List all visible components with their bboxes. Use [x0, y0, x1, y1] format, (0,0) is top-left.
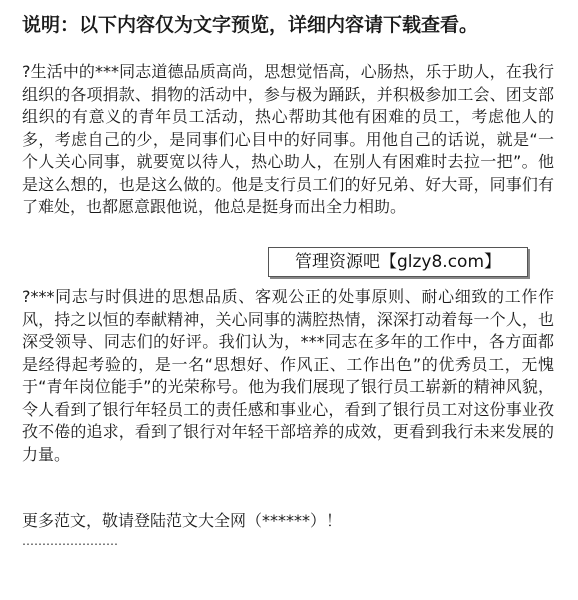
- preview-notice: 说明：以下内容仅为文字预览，详细内容请下载查看。: [22, 14, 479, 36]
- footer-promo: 更多范文，敬请登陆范文大全网（******）！: [22, 511, 343, 530]
- watermark-banner: 管理资源吧【glzy8.com】: [268, 247, 528, 277]
- paragraph-2: ?***同志与时俱进的思想品质、客观公正的处事原则、耐心细致的工作作风，持之以恒的奉献精神，关心同事的满腔热情，深深打动着每一个人，也深受领导、同志们的好评。我们认为，***同志在多年的工作中，各方面都是经得起考验的，是一名“思想好、作风正、工作出色”的优秀员工，无愧于“青年岗位能手”的光荣称号。他为我们展现了银行员工崭新的精神风貌，令人看到了银行年轻员工的责任感和事业心，看到了银行员工对这份事业孜孜不倦的追求，看到了银行对年轻干部培养的成效，更看到我行未来发展的力量。: [22, 287, 554, 464]
- paragraph-1: ?生活中的***同志道德品质高尚，思想觉悟高，心肠热，乐于助人，在我行组织的各项捐款、捐物的活动中，参与极为踊跃，并积极参加工会、团支部组织的有意义的青年员工活动，热心帮助其他有困难的员工，考虑他人的多，考虑自己的少，是同事们心目中的好同事。用他自己的话说，就是“一个人关心同事，就要宽以待人，热心助人，在别人有困难时去拉一把”。他是这么想的，也是这么做的。他是支行员工们的好兄弟、好大哥，同事们有了难处，也都愿意跟他说，他总是挺身而出全力相助。: [22, 62, 554, 216]
- ellipsis-dots: ……………………: [22, 534, 118, 548]
